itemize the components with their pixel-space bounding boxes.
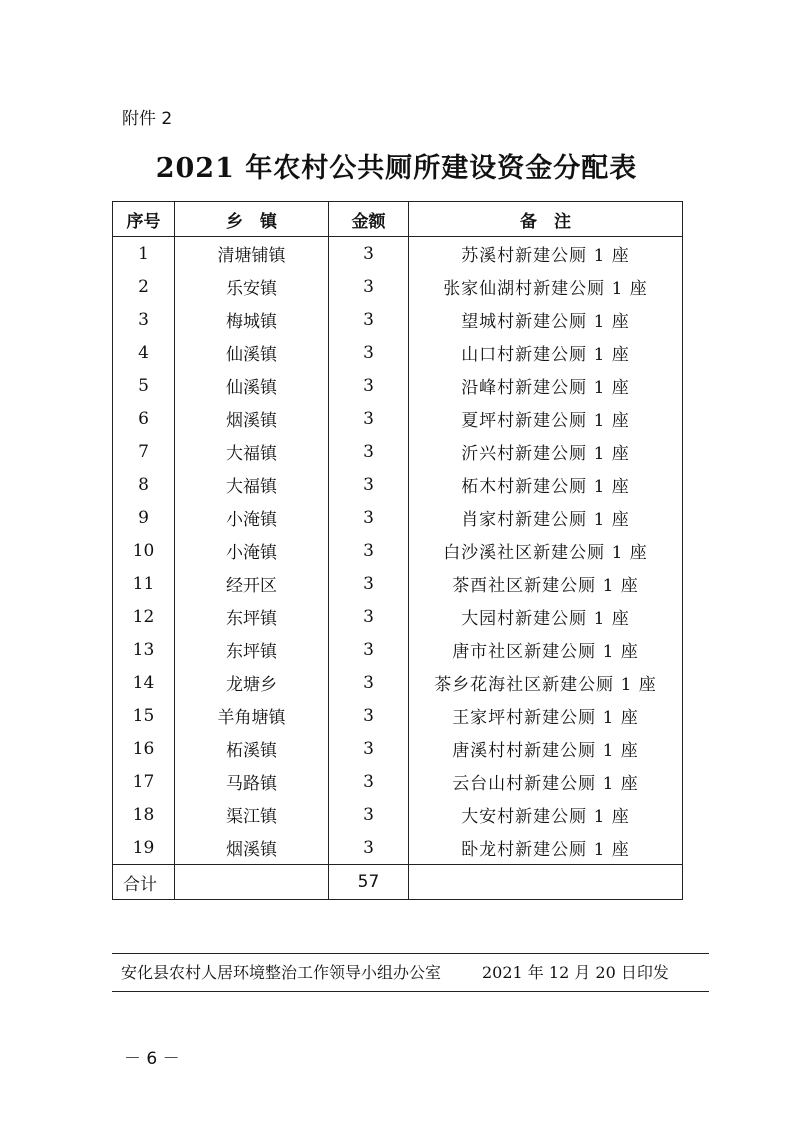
table-row: [113, 633, 683, 666]
cell-remark: 卧龙村新建公厕 1 座: [409, 831, 683, 865]
attachment-label: 附件 2: [122, 109, 173, 129]
cell-remark: 沂兴村新建公厕 1 座: [409, 435, 683, 468]
cell-remark: 茶乡花海社区新建公厕 1 座: [409, 666, 683, 699]
table-row: [113, 237, 683, 271]
table-row: [113, 435, 683, 468]
cell-seq: 6: [113, 402, 175, 435]
cell-amount: 3: [329, 303, 409, 336]
cell-town: 渠江镇: [175, 798, 329, 831]
cell-town: 仙溪镇: [175, 336, 329, 369]
cell-seq: 2: [113, 270, 175, 303]
cell-amount: 3: [329, 798, 409, 831]
cell-amount: 3: [329, 831, 409, 865]
cell-town: 羊角塘镇: [175, 699, 329, 732]
page-title: 2021 年农村公共厕所建设资金分配表: [155, 153, 638, 184]
cell-amount: 3: [329, 468, 409, 501]
cell-seq: 10: [113, 534, 175, 567]
cell-amount: 3: [329, 600, 409, 633]
total-amount: 57: [329, 865, 409, 900]
cell-remark: 王家坪村新建公厕 1 座: [409, 699, 683, 732]
table-row: [113, 501, 683, 534]
footer-bottom-rule: [112, 991, 709, 992]
cell-seq: 1: [113, 237, 175, 271]
table-row: [113, 468, 683, 501]
cell-town: 经开区: [175, 567, 329, 600]
cell-remark: 山口村新建公厕 1 座: [409, 336, 683, 369]
cell-town: 乐安镇: [175, 270, 329, 303]
table-row: [113, 765, 683, 798]
cell-remark: 大安村新建公厕 1 座: [409, 798, 683, 831]
cell-remark: 夏坪村新建公厕 1 座: [409, 402, 683, 435]
table-row: [113, 567, 683, 600]
table-body: [113, 237, 683, 900]
cell-town: 东坪镇: [175, 600, 329, 633]
total-town-empty: [175, 865, 329, 900]
cell-seq: 18: [113, 798, 175, 831]
total-row: [113, 865, 683, 900]
cell-remark: 肖家村新建公厕 1 座: [409, 501, 683, 534]
cell-remark: 茶酉社区新建公厕 1 座: [409, 567, 683, 600]
cell-amount: 3: [329, 534, 409, 567]
cell-seq: 11: [113, 567, 175, 600]
cell-seq: 15: [113, 699, 175, 732]
cell-town: 烟溪镇: [175, 831, 329, 865]
header-remark: 备 注: [409, 202, 683, 237]
table-row: [113, 600, 683, 633]
cell-amount: 3: [329, 501, 409, 534]
cell-town: 仙溪镇: [175, 369, 329, 402]
cell-town: 龙塘乡: [175, 666, 329, 699]
cell-remark: 望城村新建公厕 1 座: [409, 303, 683, 336]
cell-seq: 16: [113, 732, 175, 765]
cell-amount: 3: [329, 270, 409, 303]
footer-top-rule: [112, 953, 709, 954]
table-row: [113, 666, 683, 699]
cell-amount: 3: [329, 336, 409, 369]
cell-seq: 7: [113, 435, 175, 468]
cell-remark: 沿峰村新建公厕 1 座: [409, 369, 683, 402]
cell-amount: 3: [329, 633, 409, 666]
table-row: [113, 798, 683, 831]
cell-remark: 唐市社区新建公厕 1 座: [409, 633, 683, 666]
cell-remark: 张家仙湖村新建公厕 1 座: [409, 270, 683, 303]
cell-seq: 9: [113, 501, 175, 534]
cell-amount: 3: [329, 402, 409, 435]
cell-town: 小淹镇: [175, 501, 329, 534]
header-amount: 金额: [329, 202, 409, 237]
allocation-table: [112, 201, 683, 900]
footer-issuer: 安化县农村人居环境整治工作领导小组办公室: [121, 963, 442, 982]
table-row: [113, 831, 683, 865]
cell-remark: 柘木村新建公厕 1 座: [409, 468, 683, 501]
table-row: [113, 336, 683, 369]
cell-amount: 3: [329, 237, 409, 271]
cell-town: 东坪镇: [175, 633, 329, 666]
table-row: [113, 402, 683, 435]
cell-seq: 13: [113, 633, 175, 666]
cell-amount: 3: [329, 369, 409, 402]
cell-seq: 19: [113, 831, 175, 865]
table-header-row: [113, 202, 683, 237]
footer-date: 2021 年 12 月 20 日印发: [482, 963, 669, 982]
cell-seq: 5: [113, 369, 175, 402]
cell-remark: 苏溪村新建公厕 1 座: [409, 237, 683, 271]
cell-town: 马路镇: [175, 765, 329, 798]
table-row: [113, 699, 683, 732]
cell-amount: 3: [329, 567, 409, 600]
cell-remark: 大园村新建公厕 1 座: [409, 600, 683, 633]
cell-seq: 14: [113, 666, 175, 699]
cell-amount: 3: [329, 699, 409, 732]
cell-amount: 3: [329, 765, 409, 798]
table-row: [113, 732, 683, 765]
header-town: 乡 镇: [175, 202, 329, 237]
total-label: 合计: [113, 865, 175, 900]
cell-seq: 12: [113, 600, 175, 633]
header-seq: 序号: [113, 202, 175, 237]
table-row: [113, 534, 683, 567]
page-number: － 6 －: [124, 1049, 180, 1069]
cell-seq: 4: [113, 336, 175, 369]
cell-seq: 3: [113, 303, 175, 336]
cell-town: 烟溪镇: [175, 402, 329, 435]
table-row: [113, 303, 683, 336]
cell-town: 大福镇: [175, 468, 329, 501]
cell-town: 小淹镇: [175, 534, 329, 567]
total-remark-empty: [409, 865, 683, 900]
cell-remark: 白沙溪社区新建公厕 1 座: [409, 534, 683, 567]
cell-town: 大福镇: [175, 435, 329, 468]
cell-amount: 3: [329, 666, 409, 699]
cell-remark: 云台山村新建公厕 1 座: [409, 765, 683, 798]
table-row: [113, 270, 683, 303]
cell-town: 清塘铺镇: [175, 237, 329, 271]
cell-seq: 17: [113, 765, 175, 798]
cell-amount: 3: [329, 732, 409, 765]
cell-town: 柘溪镇: [175, 732, 329, 765]
cell-town: 梅城镇: [175, 303, 329, 336]
cell-seq: 8: [113, 468, 175, 501]
table-row: [113, 369, 683, 402]
cell-remark: 唐溪村村新建公厕 1 座: [409, 732, 683, 765]
cell-amount: 3: [329, 435, 409, 468]
